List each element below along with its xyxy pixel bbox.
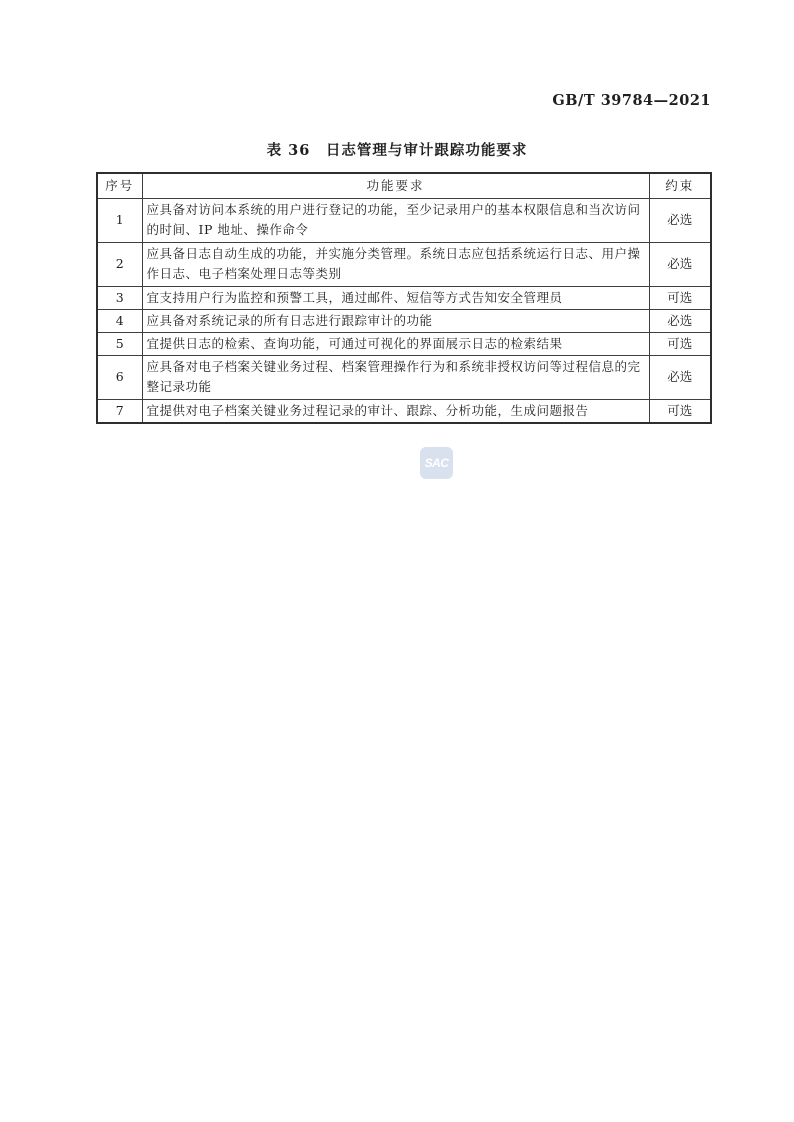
row-number: 5: [97, 332, 142, 355]
table-row: [97, 332, 711, 355]
row-number: 7: [97, 399, 142, 423]
table-row: [97, 309, 711, 332]
standard-number: GB/T 39784—2021: [552, 92, 711, 109]
row-constraint: 必选: [649, 309, 711, 332]
row-requirement: 宜提供对电子档案关键业务过程记录的审计、跟踪、分析功能，生成问题报告: [142, 399, 649, 423]
row-requirement: 宜支持用户行为监控和预警工具，通过邮件、短信等方式告知安全管理员: [142, 286, 649, 309]
table-row: [97, 198, 711, 242]
table-row: [97, 286, 711, 309]
row-number: 3: [97, 286, 142, 309]
column-header-no: 序号: [97, 173, 142, 198]
table-row: [97, 242, 711, 286]
row-number: 1: [97, 198, 142, 242]
row-requirement: 应具备对系统记录的所有日志进行跟踪审计的功能: [142, 309, 649, 332]
column-header-requirement: 功能要求: [142, 173, 649, 198]
row-requirement: 应具备日志自动生成的功能，并实施分类管理。系统日志应包括系统运行日志、用户操作日志、电子档案处理日志等类别: [142, 242, 649, 286]
table-caption: 表 36 日志管理与审计跟踪功能要求: [266, 142, 528, 159]
table-row: [97, 355, 711, 399]
row-constraint: 可选: [649, 399, 711, 423]
row-constraint: 可选: [649, 286, 711, 309]
table-row: [97, 399, 711, 423]
requirements-table: [96, 172, 712, 424]
row-requirement: 应具备对电子档案关键业务过程、档案管理操作行为和系统非授权访问等过程信息的完整记录功能: [142, 355, 649, 399]
table-header: [97, 173, 711, 198]
header-row: [97, 173, 711, 198]
row-requirement: 宜提供日志的检索、查询功能，可通过可视化的界面展示日志的检索结果: [142, 332, 649, 355]
row-constraint: 必选: [649, 355, 711, 399]
sac-logo-text: SAC: [424, 456, 449, 470]
sac-logo-watermark: [420, 447, 453, 479]
row-number: 4: [97, 309, 142, 332]
table-body: [97, 198, 711, 423]
column-header-constraint: 约束: [649, 173, 711, 198]
row-number: 2: [97, 242, 142, 286]
row-constraint: 必选: [649, 242, 711, 286]
row-constraint: 可选: [649, 332, 711, 355]
row-number: 6: [97, 355, 142, 399]
row-requirement: 应具备对访问本系统的用户进行登记的功能，至少记录用户的基本权限信息和当次访问的时间、IP 地址、操作命令: [142, 198, 649, 242]
row-constraint: 必选: [649, 198, 711, 242]
